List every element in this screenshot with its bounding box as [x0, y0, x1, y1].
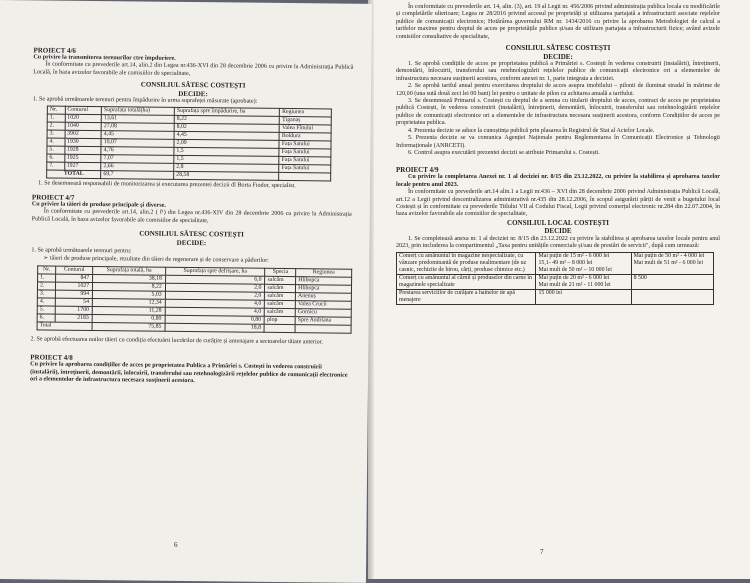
right-decide: DECIDE:	[543, 52, 573, 61]
right-item-3: 3. Se desemnează Primarul s. Costești cu dreptul de a semna cu titularii dreptului de acces, contract de acces pe proprietatea publică Costești, în vederea construirii (instalării), întreținerii, demontării, înlocuirii, transferului sau retehnologizării rețelelor publice de comunicații electronice ori a elementelor de infrastructura necesara susținerii acestora, conform Condițiilor de acces pe proprietatea publica.	[396, 98, 720, 127]
project-4-7-bullet: ➢ tăieri de produse principale, rezultate din tăieri de regenerare și de conservare a pădurilor:	[43, 255, 269, 264]
table-cell: 2,09	[174, 139, 279, 148]
table-cell: 2.	[37, 282, 55, 290]
table-cell: Mai puțin de 50 m² - 4 000 lei Mai mult de 51 m² - 6 000 lei	[631, 252, 713, 274]
table-header-cell: Suprafața spre împădurire, ha	[174, 107, 279, 116]
table-cell: 8,02	[174, 123, 279, 132]
table-cell: Hlibopca	[296, 277, 352, 286]
project-4-9-item-1: 1. Se completează anexa nr. 1 al deciziei nr. 8/15 din 23.12.2022 cu privire la stabilirea și aprobarea taxelor locale pentru anul 2023, prin includerea la compartimentul „Taxa pentru unitățile comerciale și/sau de prestări de servicii", după cum urmează:	[396, 235, 720, 250]
project-4-7-title: PROIECT 4/7	[31, 193, 75, 202]
table-cell: Comerț cu amănuntul al cărnii și produselor din carne în magazinele specializate	[397, 274, 536, 289]
table-cell: 75,85	[92, 323, 165, 332]
table-header-cell: Specia	[265, 268, 296, 276]
table-cell: 1930	[65, 138, 102, 146]
table-cell: Mai puțin de 20 m² - 6 000 lei Mai mult de 21 m² - 11 000 lei	[536, 274, 631, 289]
table-cell: Total	[37, 322, 92, 331]
project-4-9-subtitle: Cu privire la completarea Anexei nr. 1 al deciziei nr. 8/15 din 23.12.2022, cu privire la stabilirea și aprobarea taxelor locale pentru anul 2023.	[396, 174, 720, 188]
table-cell: 7,07	[101, 154, 174, 163]
right-page	[374, 0, 750, 579]
table-cell: 4,45	[174, 131, 279, 140]
table-cell: 0,80	[165, 315, 265, 324]
table-cell	[295, 325, 351, 334]
project-4-6-intro: În conformitate cu prevederile art.14, alin.2 din Legea nr.436-XVI din 28 decembrie 2006 cu privire la Administrația Publică Locală, în baza avizelor favorabile ale comisiilor de specialitate,	[33, 61, 354, 77]
table-cell: 7.	[47, 162, 65, 170]
table-cell: 1020	[65, 114, 102, 122]
table-header-cell: Suprafața spre defrișare, ha	[165, 267, 265, 276]
table-cell: 2183	[55, 314, 92, 322]
table-cell: 2,0	[165, 283, 265, 292]
table-cell: salcâm	[265, 276, 296, 284]
table-cell: 4.	[37, 298, 55, 306]
table-cell: Țiganaș	[280, 116, 332, 125]
project-4-6-item-2: 1. Se desemnează responsabili de monitorizarea și executarea prezentei decizii dl Borta Fiodor, specialist.	[38, 180, 296, 189]
table-header-cell: Regiunea	[280, 108, 332, 117]
right-council: CONSILIUL SĂTESC COSTEȘTI	[505, 44, 611, 53]
table-cell: 4,76	[101, 146, 174, 155]
page-number-left: 6	[174, 541, 178, 549]
table-cell: 847	[55, 274, 92, 282]
table-row	[397, 289, 714, 304]
table-header-cell: Conturul	[65, 106, 102, 114]
table-cell: 1.	[38, 274, 56, 282]
table-cell: Comerț cu amănuntul în magazine nespecializate, cu vânzare predominantă de produse nealimentare (de uz casnic, rechizite de birou, cărți, produse chimice etc.)	[397, 252, 536, 274]
table-cell: 4,45	[101, 130, 174, 139]
table-cell: plop	[265, 316, 296, 324]
table-cell: Hlibopca	[296, 285, 352, 294]
table-cell: Gornicu	[295, 309, 351, 318]
table-cell: Valea Crucii	[295, 301, 351, 310]
table-cell: 1928	[64, 146, 101, 154]
project-4-6-subtitle: Cu privire la transmiterea terenurilor ctre împduriere.	[33, 54, 176, 62]
project-4-9-title: PROIECT 4/9	[396, 166, 439, 175]
right-item-6: 6. Control asupra executării prezentei decizii se atribuie Primarului s. Costești.	[408, 149, 600, 156]
table-cell: 2,0	[165, 291, 265, 300]
table-cell: 1027	[55, 282, 92, 290]
table-cell: 28,58	[174, 171, 279, 180]
table-cell: 6.	[47, 154, 65, 162]
table-cell: 1,5	[174, 147, 279, 156]
table-cell: Boldura	[279, 132, 331, 141]
project-4-7-council: CONSILIUL SĂTESC COSTEȘTI	[139, 229, 244, 239]
table-cell: 1700	[55, 306, 92, 314]
project-4-7-decide: DECIDE:	[176, 238, 207, 247]
project-4-9-council: CONSILIUL LOCAL COSTEȘTI	[507, 218, 609, 227]
table-cell: 5,03	[93, 291, 166, 300]
project-4-6-council: CONSILIUL SĂTESC COSTEȘTI	[140, 80, 246, 90]
project-4-9-decide: DECIDE	[544, 227, 572, 236]
table-cell: 13,61	[101, 114, 174, 123]
table-cell: TOTAL	[47, 170, 101, 179]
table-cell: salcâm	[265, 292, 296, 300]
table-cell: Prestarea serviciilor de curățare a hainelor de apă menajere	[397, 289, 536, 304]
table-cell: 3902	[65, 130, 102, 138]
table-cell: 2.	[47, 122, 65, 130]
table-header-cell: Nr.	[47, 106, 65, 114]
table-cell: 15 000 lei	[536, 289, 631, 304]
table-cell: 8 500	[631, 274, 713, 289]
table-header-cell: Regiunea	[296, 269, 352, 278]
table-cell: salcâm	[265, 308, 296, 316]
table-header-cell: Suprafața totală(ha)	[102, 106, 175, 115]
right-item-4: 4. Prezenta decizie se aduce la cunoștința publică prin plasarea în Registrul de Stat al Actelor Locale.	[408, 127, 655, 134]
table-cell: 994	[55, 290, 92, 298]
project-4-8-title: PROIECT 4/8	[30, 353, 73, 363]
table-cell: 27,08	[101, 122, 174, 131]
right-item-2: 2. Se aprobă tariful anual pentru exercitarea dreptului de acces asupra imobilului – pilonii de iluminat stradal în mărime de 120,00 (una sută două zeci lei 00 bani) lei pentru o unitate de pilon cu achitarea anuală a tarifului.	[396, 83, 720, 97]
table-cell: 4,0	[165, 299, 265, 308]
table-cell: Fața Satului	[279, 156, 331, 165]
table-cell: 3.	[37, 290, 55, 298]
table-cell: Mai puțin de 15 m² - 6 000 lei 15,1- 49 m² – 8 000 lei Mai mult de 50 m² – 10 000 lei	[536, 252, 631, 274]
project-4-6-decide: DECIDE:	[178, 89, 208, 98]
table-row	[397, 252, 714, 274]
table-cell: salcâm	[265, 284, 296, 292]
table-cell: 4.	[47, 138, 65, 146]
table-cell: Anenuș	[296, 293, 352, 302]
table-cell	[279, 172, 331, 181]
table-cell: 10,07	[101, 138, 174, 147]
table-header-cell: Nr.	[38, 266, 56, 274]
project-4-7-item-1: 1. Se aprobă următoarele terenuri pentru:	[31, 247, 132, 255]
table-cell: 54	[55, 298, 92, 306]
table-cell: 8,22	[174, 115, 279, 124]
table-cell: 2,8	[174, 163, 279, 172]
table-cell: Fața Satului	[279, 164, 331, 173]
table-cell: 12,34	[92, 299, 165, 308]
table-cell: Fața Satului	[279, 140, 331, 149]
table-cell: 1,5	[174, 155, 279, 164]
right-item-5: 5. Prezenta decizie se va comunica Agenției Naționale pentru Reglementarea în Comunicații Electronice și Tehnologii Informaționale (ANRCETI).	[396, 135, 720, 149]
right-intro: În conformitate cu prevederile art. 14, alin. (3), art. 19 al Legii nr. 456/2006 privind administrația publica locala cu modificările și completările ulterioare; Legea nr 28/2016 privind accesul pe proprietăți și utilizarea partajată a infrastructurii asociate rețelelor publice de comunicații electronice; Hotărârea guvernului RM nr. 1434/2016 cu privire la aprobarea Metodologiei de calcul a tarifelor maxime pentru dreptul de acces pe proprietățile publice și/sau de utilizare partajata a infrastructurii fizice; având avizele comisiilor consultative de specialitate,	[396, 4, 720, 40]
table-cell: Fața Satului	[279, 148, 331, 157]
project-4-6-item-1: 1. Se aprobă următoarele terenuri pentru împădurire în urma suprafeței măsurate (aprobate):	[32, 96, 258, 105]
felling-table	[37, 265, 353, 333]
table-cell: Valea Fînului	[279, 124, 331, 133]
table-cell: 6,0	[165, 275, 265, 284]
table-cell: 2,66	[101, 162, 174, 171]
table-row	[397, 274, 714, 289]
table-header-cell: Suprafața totală, ha	[93, 267, 166, 276]
project-4-6-title: PROIECT 4/6	[33, 46, 76, 55]
project-4-9-intro: În conformitate cu prevederile art.14 alin.1 a Legii nr.436 – XVI din 28 decembrie 2006 privind Administrația Publică Locală, art.12 a Legii privind descentralizarea administrativă nr.435 din 28.12.2006, în scopul asigurării părții de venit a bugetului local Costești și în conformitate cu prevederile Titlului VII al Codului Fiscal, Legii privind comerțul electronic nr.284 din 22.07.2004, în baza avizelor favorabile ale comisiilor de specialitate,	[396, 189, 720, 218]
table-cell: 8,22	[93, 283, 166, 292]
table-cell: 6.	[37, 314, 55, 322]
table-cell: 1927	[64, 162, 101, 170]
right-item-1: 1. Se aprobă condițiile de acces pe proprietatea publică a Primăriei s. Costești în vederea construirii (instalării), întreținerii, demontării, înlocuirii, transferului sau retehnologizării rețelelor publice de comunicații electronice ori a elementelor de infrastructura necesara susținerii acestora, conform anexei nr. 1, parte integrata a deciziei.	[396, 61, 720, 82]
project-4-7-item-2: 2. Se aprobă efectuarea noilor tăieri cu condiția efectuării lucrărilor de curățire și amenajare a sectoarelor tăiate anterior.	[30, 336, 323, 346]
table-cell: 5.	[47, 146, 65, 154]
project-4-8-subtitle: Cu privire la aprobarea condițiilor de acces pe proprietatea Publica a Primăriei s. Costești în vederea construirii (instalării), întreținerii, demontării, înlocuirii, transferului sau retehnologizării rețelelor publice de comunicații electronice ori a elementelor de infrastructura necesara susținerii acestora.	[29, 361, 348, 385]
table-cell	[264, 324, 295, 332]
left-page	[0, 0, 372, 583]
table-cell: 11,28	[92, 307, 165, 316]
table-header-cell: Conturul	[55, 266, 92, 274]
table-cell: salcâm	[265, 300, 296, 308]
table-cell: 69,7	[101, 170, 174, 179]
table-cell: 3.	[47, 130, 65, 138]
table-cell: 38,18	[93, 275, 166, 284]
page-number-right: 7	[540, 548, 544, 556]
table-cell: 4,0	[165, 307, 265, 316]
tax-table	[396, 252, 714, 305]
table-cell: 5.	[37, 306, 55, 314]
table-cell	[631, 289, 713, 304]
project-4-7-intro: În conformitate cu prevederile art.14, alin.2 ( f¹) din Legea nr.436-XIV din 28 decembrie 2006 cu privire la Administrația Publică Locală, în baza avizelor favorabile ale comisiilor de specialitate,	[31, 208, 352, 225]
table-cell: 1.	[47, 114, 65, 122]
table-cell: 0,80	[92, 315, 165, 324]
table-cell: 18,8	[165, 323, 265, 332]
table-cell: 1925	[64, 154, 101, 162]
table-cell: 1040	[65, 122, 102, 130]
afforestation-table	[46, 105, 332, 181]
project-4-7-subtitle: Cu privire la tăieri de produse principale și diverse.	[31, 201, 166, 209]
table-cell: Spre Andriana	[295, 317, 351, 326]
